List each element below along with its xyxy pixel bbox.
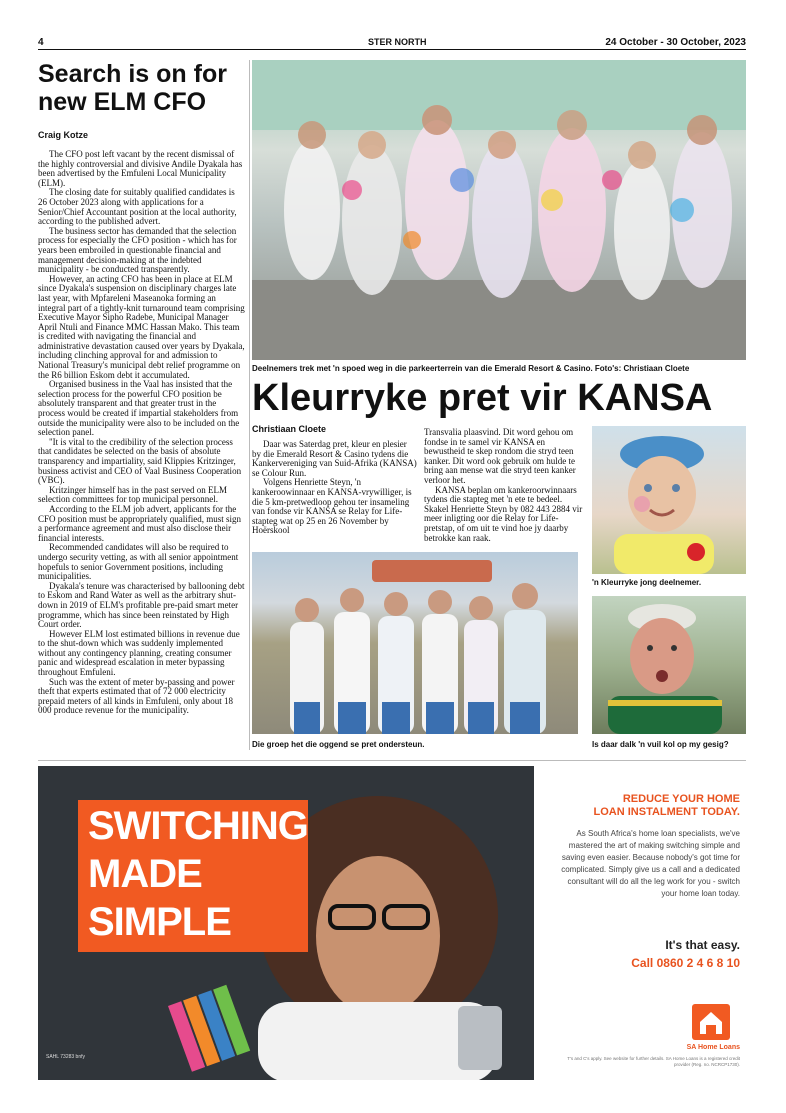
article1-paragraph: Kritzinger himself has in the past served on ELM selection committees for top municipal personnel. xyxy=(38,484,227,505)
advert-body: As South Africa's home loan specialists, we've mastered the art of making switching simple and saving even easier. Because nobody's got time for complicated. Simply give us a call and a dedicated consultant will do all the leg work for you - switch your home loan today. xyxy=(561,829,740,898)
advert-reference: SAHL 73283 bnfy xyxy=(46,1054,86,1060)
article1-paragraph: Recommended candidates will also be required to undergo security vetting, as with all senior appointment hopefuls to senior Government positions, including municipalities. xyxy=(38,542,239,582)
article1-byline: Craig Kotze xyxy=(38,130,89,140)
header-rule xyxy=(38,49,746,50)
advert-headline-line1: SWITCHING xyxy=(88,804,308,848)
article1-paragraph: The business sector has demanded that the selection process for especially the CFO position - which has for years been embroiled in questionable financial and management decision-making at the indebted municipality - be conducted transparently. xyxy=(38,225,237,275)
young-participant-photo xyxy=(592,426,746,574)
article1-paragraph: The closing date for suitably qualified candidates is 26 October 2023 along with applications for a Senior/Chief Accountant position at the local authority, according to the published advert. xyxy=(38,187,237,227)
article2-column2 xyxy=(424,428,584,543)
advert-subhead-line1: REDUCE YOUR HOME xyxy=(622,793,740,805)
article1-title-line1: Search is on for xyxy=(38,60,227,88)
column-divider xyxy=(249,60,250,750)
article1-title-line2: new ELM CFO xyxy=(38,88,207,116)
article1-paragraph: Such was the extent of meter by-passing and power theft that experts estimated that of 72 000 electricity prepaid meters of all kinds in Emfuleni, only about 18 000 produce revenue for the municipality. xyxy=(38,676,235,716)
article1-paragraph: Organised business in the Vaal has insisted that the selection process for the powerful CFO position be absolutely transparent and that greater trust in the process would be created if impartial stakeholders from outside the municipality were also to be included on the selection panel. xyxy=(38,379,240,438)
issue-date: 24 October - 30 October, 2023 xyxy=(605,37,746,48)
photo3-caption: 'n Kleurryke jong deelnemer. xyxy=(592,578,702,587)
advert-logo-text: SA Home Loans xyxy=(686,1044,740,1051)
advert-fine-print: T's and C's apply. See website for further details. SA Home Loans is a registered credit provider (Reg. no. NCRCP1730). xyxy=(567,1056,740,1067)
advert-headline-box xyxy=(78,800,308,952)
article2-column1 xyxy=(252,440,417,536)
man-illustration xyxy=(592,596,746,734)
article2-paragraph: Daar was Saterdag pret, kleur en plesier by die Emerald Resort & Casino tydens die Kankervereniging van Suid-Afrika (KANSA) se Colour Run. xyxy=(252,439,417,478)
photo2-caption: Die groep het die oggend se pret ondersteun. xyxy=(252,740,425,749)
runners-illustration xyxy=(252,60,746,360)
page-number: 4 xyxy=(38,37,44,48)
advert-subhead-line2: LOAN INSTALMENT TODAY. xyxy=(593,806,740,818)
advert-phone[interactable]: Call 0860 2 4 6 8 10 xyxy=(631,956,740,970)
group-illustration xyxy=(252,552,578,734)
article2-byline: Christiaan Cloete xyxy=(252,424,327,434)
house-logo-icon xyxy=(692,1004,730,1040)
advert-headline-line3: SIMPLE xyxy=(88,900,231,944)
article2-paragraph: Volgens Henriette Steyn, 'n kankeroowinnaar en KANSA-vrywilliger, is die 5 km-pretwedloop gehou ter insameling van fondse vir KANSA se Relay for Life-stapteg wat op 25 en 26 November by Hoërskool xyxy=(252,477,412,536)
article2-paragraph: Transvalia plaasvind. Dit word gehou om fondse in te samel vir KANSA en bewustheid te skep rondom die stryd teen kanker. Dit word ook gebruik om hulde te bring aan mense wat die stryd teen kanker verloor het. xyxy=(424,427,576,485)
colour-run-photo xyxy=(252,60,746,360)
photo1-caption: Deelnemers trek met 'n spoed weg in die parkeerterrein van die Emerald Resort & Casino. Foto's: Christiaan Cloete xyxy=(252,364,690,373)
article1-paragraph: However, an acting CFO has been in place at ELM since Dyakala's suspension on disciplinary charges late last year, with Mpfareleni Maseanoka forming an integral part of a tightly-knit turnaround team comprising Executive Mayor Sipho Radebe, Municipal Manager April Ntuli and Finance MMC Hassan Mako. This team is credited with navigating the financial and administrative devastation caused over years by Dyakala, including clinching approval for and admission to National Treasury's municipal debt relief programme on the R6 billion Eskom debt it accumulated. xyxy=(38,273,245,380)
section-divider xyxy=(38,760,746,761)
article1-body xyxy=(38,150,245,716)
publication-name: STER NORTH xyxy=(368,37,427,47)
article1-paragraph: According to the ELM job advert, applicants for the CFO position must be appropriately qualified, must sign a performance agreement and must also disclose their financial interests. xyxy=(38,503,241,543)
article2-paragraph: KANSA beplan om kankeroorwinnaars tydens die stapteg met 'n ete te bedeel. Skakel Henriette Steyn by 082 443 2884 vir meer inligting oor die Relay for Life-pretstap, of om uit te vind hoe jy daarby betrokke kan raak. xyxy=(424,484,583,543)
boy-illustration xyxy=(592,426,746,574)
article1-paragraph: Dyakala's tenure was characterised by ballooning debt to Eskom and Rand Water as well as the arbitrary shut-down in 2019 of ELM's profitable pre-paid smart meter programme, which has since been reinstated by High Court order. xyxy=(38,580,245,630)
article1-title xyxy=(38,60,248,116)
house-logo-glyph xyxy=(692,1004,730,1040)
advert-subhead xyxy=(594,793,740,819)
article1-paragraph: However ELM lost estimated billions in revenue due to the shut-down which was suddenly implemented without any contingency planning, creating consumer panic and widespread escalation in meter bypassing throughout Emfuleni. xyxy=(38,628,240,678)
article2-title: Kleurryke pret vir KANSA xyxy=(252,377,713,419)
advert-headline-line2: MADE xyxy=(88,852,202,896)
group-photo xyxy=(252,552,578,734)
participant-face-photo xyxy=(592,596,746,734)
article1-paragraph: "It is vital to the credibility of the selection process that candidates be selected on the basis of absolute transparency and impartiality, said Klippies Kritzinger, business activist and CEO of Vaal Business Cooperation (VBC). xyxy=(38,436,242,486)
advert-tagline: It's that easy. xyxy=(665,938,740,952)
article1-paragraph: The CFO post left vacant by the recent dismissal of the highly controversial and divisive Andile Dyakala has been advertised by the Emfuleni Local Municipality (ELM). xyxy=(38,149,243,188)
photo4-caption: Is daar dalk 'n vuil kol op my gesig? xyxy=(592,740,729,749)
